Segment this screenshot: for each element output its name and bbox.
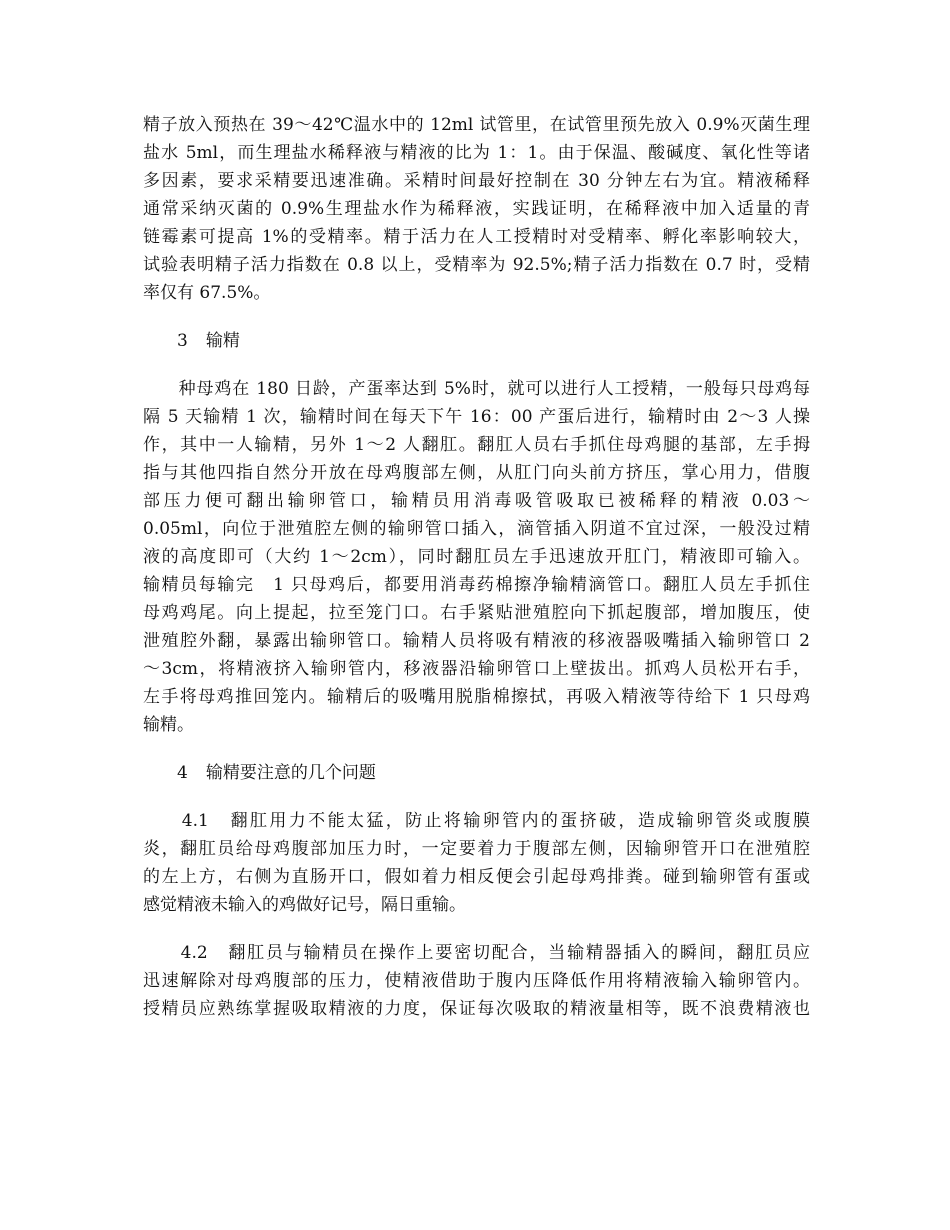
text-line: ～3cm，将精液挤入输卵管内，移液器沿输卵管口上壁拔出。抓鸡人员松开右手， bbox=[143, 659, 810, 679]
text-line: 授精员应熟练掌握吸取精液的力度，保证每次吸取的精液量相等，既不浪费精液也 bbox=[143, 999, 810, 1019]
text-line: 隔 5 天输精 1 次，输精时间在每天下午 16：00 产蛋后进行，输精时由 2～3 人操 bbox=[143, 407, 810, 427]
text-line: 左手将母鸡推回笼内。输精后的吸嘴用脱脂棉擦拭，再吸入精液等待给下 1 只母鸡 bbox=[143, 687, 810, 707]
text-line: 盐水 5ml，而生理盐水稀释液与精液的比为 1：1。由于保温、酸碱度、氧化性等诸 bbox=[143, 143, 810, 163]
text-line: 作，其中一人输精，另外 1～2 人翻肛。翻肛人员右手抓住母鸡腿的基部，左手拇 bbox=[143, 435, 810, 455]
section-title: 输精 bbox=[205, 331, 240, 351]
paragraph bbox=[143, 111, 810, 307]
text-line: 4.2 翻肛员与输精员在操作上要密切配合，当输精器插入的瞬间，翻肛员应 bbox=[143, 943, 810, 963]
text-line: 4.1 翻肛用力不能太猛，防止将输卵管内的蛋挤破，造成输卵管炎或腹膜 bbox=[143, 811, 810, 831]
text-line: 母鸡鸡尾。向上提起，拉至笼门口。右手紧贴泄殖腔向下抓起腹部，增加腹压，使 bbox=[143, 603, 810, 623]
text-line: 率仅有 67.5%。 bbox=[143, 283, 271, 303]
text-line: 炎，翻肛员给母鸡腹部加压力时，一定要着力于腹部左侧，因输卵管开口在泄殖腔 bbox=[143, 839, 810, 859]
text-line: 试验表明精子活力指数在 0.8 以上，受精率为 92.5%;精子活力指数在 0.7 时，受精 bbox=[143, 255, 810, 275]
section-heading bbox=[143, 759, 810, 787]
paragraph bbox=[143, 807, 810, 919]
paragraph bbox=[143, 375, 810, 739]
document-page bbox=[143, 111, 810, 1043]
text-line: 泄殖腔外翻，暴露出输卵管口。输精人员将吸有精液的移液器吸嘴插入输卵管口 2 bbox=[143, 631, 810, 651]
text-line: 0.05ml，向位于泄殖腔左侧的输卵管口插入，滴管插入阴道不宜过深，一般没过精 bbox=[143, 519, 810, 539]
text-line: 种母鸡在 180 日龄，产蛋率达到 5%时，就可以进行人工授精，一般每只母鸡每 bbox=[143, 379, 810, 399]
section-number: 3 bbox=[177, 331, 188, 351]
text-line: 指与其他四指自然分开放在母鸡腹部左侧，从肛门向头前方挤压，掌心用力，借腹 bbox=[143, 463, 810, 483]
text-line: 部压力便可翻出输卵管口，输精员用消毒吸管吸取已被稀释的精液 0.03～ bbox=[143, 491, 810, 511]
text-line: 输精员每输完 1 只母鸡后，都要用消毒药棉擦净输精滴管口。翻肛人员左手抓住 bbox=[143, 575, 810, 595]
paragraph bbox=[143, 939, 810, 1023]
text-line: 感觉精液未输入的鸡做好记号，隔日重输。 bbox=[143, 895, 466, 915]
section-heading bbox=[143, 327, 810, 355]
text-line: 多因素，要求采精要迅速准确。采精时间最好控制在 30 分钟左右为宜。精液稀释 bbox=[143, 171, 810, 191]
text-line: 精子放入预热在 39～42℃温水中的 12ml 试管里，在试管里预先放入 0.9%灭菌生理 bbox=[143, 115, 810, 135]
text-line: 通常采纳灭菌的 0.9%生理盐水作为稀释液，实践证明，在稀释液中加入适量的青 bbox=[143, 199, 810, 219]
section-title: 输精要注意的几个问题 bbox=[205, 763, 376, 783]
text-line: 的左上方，右侧为直肠开口，假如着力相反便会引起母鸡排粪。碰到输卵管有蛋或 bbox=[143, 867, 810, 887]
text-line: 迅速解除对母鸡腹部的压力，使精液借助于腹内压降低作用将精液输入输卵管内。 bbox=[143, 971, 810, 991]
section-number: 4 bbox=[177, 763, 188, 783]
text-line: 液的高度即可（大约 1～2cm），同时翻肛员左手迅速放开肛门，精液即可输入。 bbox=[143, 547, 810, 567]
text-line: 输精。 bbox=[143, 715, 194, 735]
text-line: 链霉素可提高 1%的受精率。精于活力在人工授精时对受精率、孵化率影响较大， bbox=[143, 227, 810, 247]
